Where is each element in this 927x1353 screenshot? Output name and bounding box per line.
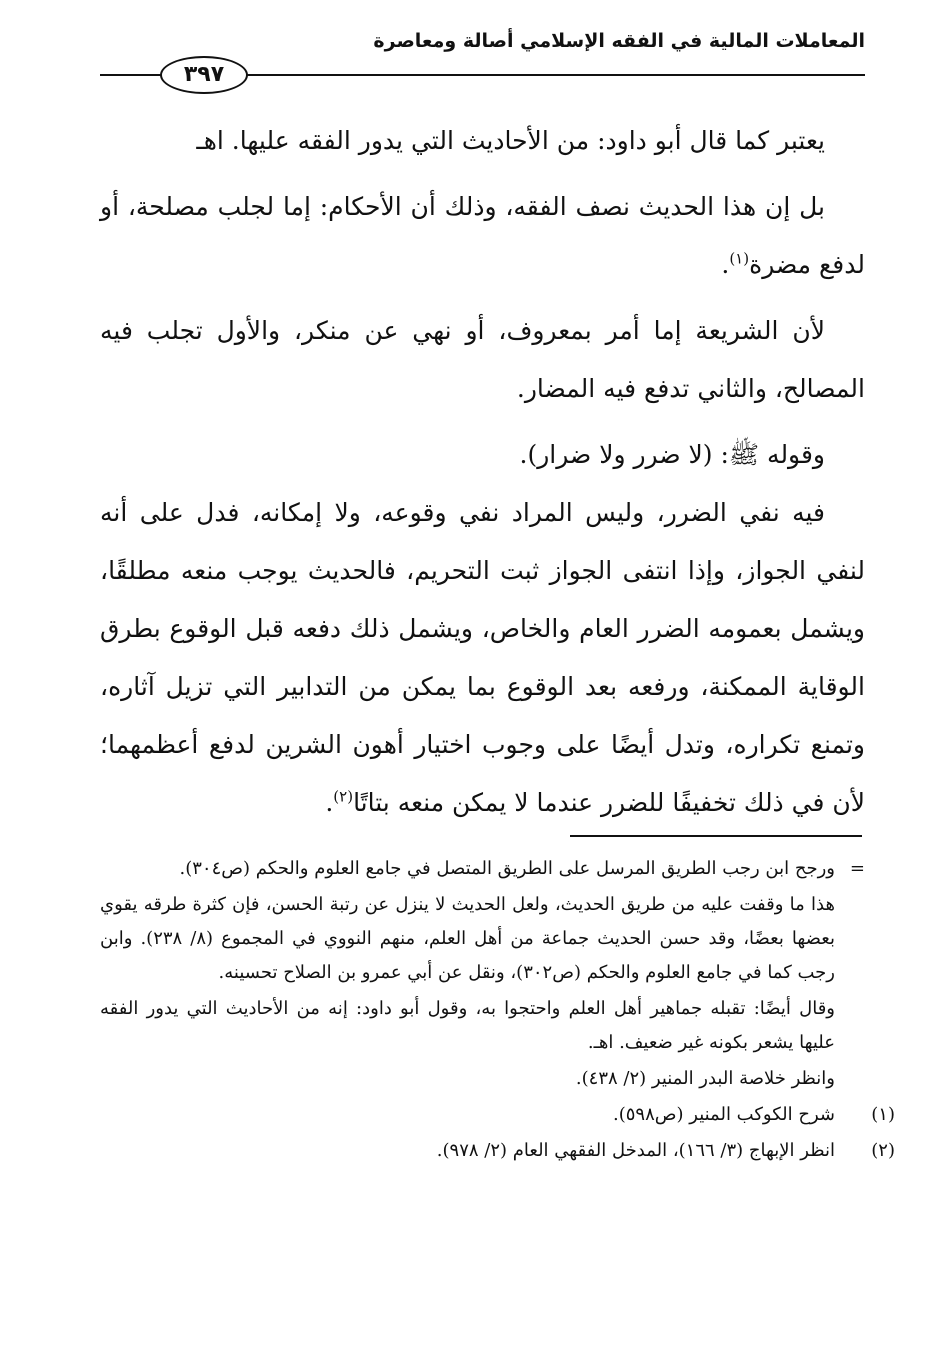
footnote-1-text: شرح الكوكب المنير (ص٥٩٨). bbox=[612, 1104, 835, 1125]
paragraph-2-end: . bbox=[721, 250, 730, 279]
paragraph-5 bbox=[100, 484, 865, 832]
paragraph-4-hadith: وقوله ﷺ: (لا ضرر ولا ضرار). bbox=[519, 440, 825, 469]
footnote-continuation-c: وقال أيضًا: تقبله جماهير أهل العلم واحتجوا به، وقول أبو داود: إنه من الأحاديث التي يدور الفقه عليها يشعر بكونه غير ضعيف. اهـ. bbox=[100, 998, 835, 1053]
paragraph-2-text: بل إن هذا الحديث نصف الفقه، وذلك أن الأحكام: إما لجلب مصلحة، أو لدفع مضرة bbox=[100, 192, 865, 279]
footnote-continuation-b: هذا ما وقفت عليه من طريق الحديث، ولعل الحديث لا ينزل عن رتبة الحسن، فإن كثرة طرقه يقوي بعضها بعضًا، وقد حسن الحديث جماعة من أهل العلم، منهم النووي في المجموع (٨/ ٢٣٨). وابن رجب كما في جامع العلوم والحكم (ص٣٠٢)، ونقل عن أبي عمرو بن الصلاح تحسينه. bbox=[100, 894, 835, 983]
footnote-1-number: (١) bbox=[871, 1104, 895, 1125]
footnote-continuation-a bbox=[100, 852, 865, 886]
page-number-badge: ٣٩٧ bbox=[160, 56, 248, 94]
paragraph-5-text: فيه نفي الضرر، وليس المراد نفي وقوعه، ولا إمكانه، فدل على أنه لنفي الجواز، وإذا انتفى الجواز ثبت التحريم، فالحديث يوجب منعه مطلقًا، ويشمل بعمومه الضرر العام والخاص، ويشمل ذلك دفعه قبل الوقوع بطرق الوقاية الممكنة، ورفعه بعد الوقوع بما يمكن من التدابير التي تزيل آثاره، وتمنع تكراره، وتدل أيضًا على وجوب اختيار أهون الشرين لدفع أعظمهما؛ لأن في ذلك تخفيفًا للضرر عندما لا يمكن منعه بتاتًا bbox=[100, 498, 865, 817]
footnote-1 bbox=[100, 1098, 895, 1132]
footnote-2-text: انظر الإبهاج (٣/ ١٦٦)، المدخل الفقهي العام (٢/ ٩٧٨). bbox=[436, 1140, 835, 1161]
footnote-ref-1[interactable]: (١) bbox=[729, 249, 750, 268]
footnote-continuation-d: وانظر خلاصة البدر المنير (٢/ ٤٣٨). bbox=[575, 1068, 835, 1089]
footnotes-section bbox=[100, 852, 895, 1170]
paragraph-3: لأن الشريعة إما أمر بمعروف، أو نهي عن منكر، والأول تجلب فيه المصالح، والثاني تدفع فيه المضار. bbox=[100, 316, 865, 403]
running-header-title: المعاملات المالية في الفقه الإسلامي أصالة ومعاصرة bbox=[373, 30, 865, 52]
main-text-body bbox=[100, 112, 865, 840]
footnote-continuation-a-text: ورجح ابن رجب الطريق المرسل على الطريق المتصل في جامع العلوم والحكم (ص٣٠٤). bbox=[179, 858, 835, 879]
paragraph-5-end: . bbox=[325, 788, 334, 817]
footnote-2-number: (٢) bbox=[871, 1140, 895, 1161]
footnote-2 bbox=[100, 1134, 895, 1168]
paragraph-1: يعتبر كما قال أبو داود: من الأحاديث التي يدور الفقه عليها. اهـ bbox=[196, 126, 825, 155]
continuation-marker: = bbox=[849, 858, 865, 879]
paragraph-2 bbox=[100, 178, 865, 294]
footnote-ref-2[interactable]: (٢) bbox=[333, 787, 354, 806]
footnote-separator bbox=[570, 835, 862, 837]
